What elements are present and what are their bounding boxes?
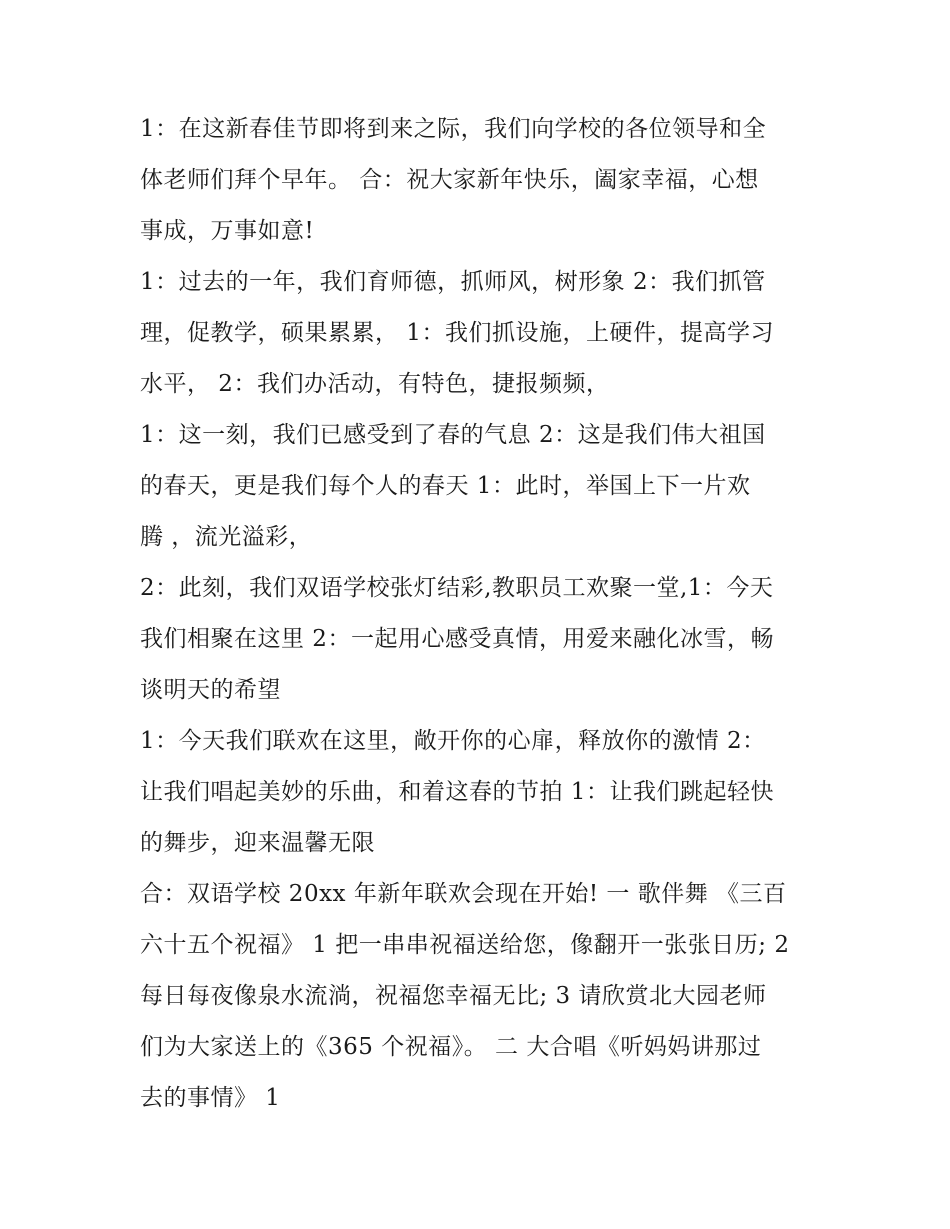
paragraph-spring-moment	[140, 410, 820, 563]
text-line: 六十五个祝福》 1 把一串串祝福送给您，像翻开一张张日历; 2	[140, 932, 790, 958]
document-body	[140, 104, 820, 1124]
text-line: 理，促教学，硕果累累， 1：我们抓设施，上硬件，提高学习	[140, 320, 774, 346]
text-line: 每日每夜像泉水流淌，祝福您幸福无比; 3 请欣赏北大园老师	[140, 983, 767, 1009]
text-line: 1：过去的一年，我们育师德，抓师风，树形象 2：我们抓管	[140, 269, 766, 295]
text-line: 1：这一刻，我们已感受到了春的气息 2：这是我们伟大祖国	[140, 422, 766, 448]
text-line: 水平， 2：我们办活动，有特色，捷报频频，	[140, 371, 610, 397]
text-line: 去的事情》 1	[140, 1085, 281, 1111]
text-line: 让我们唱起美妙的乐曲，和着这春的节拍 1：让我们跳起轻快	[140, 779, 774, 805]
text-line: 体老师们拜个早年。 合：祝大家新年快乐，阖家幸福，心想	[140, 167, 759, 193]
paragraph-celebration	[140, 716, 820, 869]
paragraph-past-year	[140, 257, 820, 410]
text-line: 1：今天我们联欢在这里，敞开你的心扉，释放你的激情 2：	[140, 728, 766, 754]
text-line: 们为大家送上的《365 个祝福》。 二 大合唱《听妈妈讲那过	[140, 1034, 762, 1060]
text-line: 腾 ，流光溢彩，	[140, 524, 313, 550]
text-line: 合：双语学校 20xx 年新年联欢会现在开始! 一 歌伴舞 《三百	[140, 881, 787, 907]
text-line: 谈明天的希望	[140, 677, 281, 703]
paragraph-program	[140, 869, 820, 1124]
paragraph-greeting	[140, 104, 820, 257]
text-line: 我们相聚在这里 2：一起用心感受真情，用爱来融化冰雪，畅	[140, 626, 774, 652]
text-line: 事成，万事如意!	[140, 218, 315, 244]
text-line: 的舞步，迎来温馨无限	[140, 830, 375, 856]
text-line: 1：在这新春佳节即将到来之际，我们向学校的各位领导和全	[140, 116, 767, 142]
paragraph-gathering	[140, 563, 820, 716]
text-line: 2：此刻，我们双语学校张灯结彩,教职员工欢聚一堂,1：今天	[140, 575, 774, 601]
text-line: 的春天，更是我们每个人的春天 1：此时，举国上下一片欢	[140, 473, 751, 499]
